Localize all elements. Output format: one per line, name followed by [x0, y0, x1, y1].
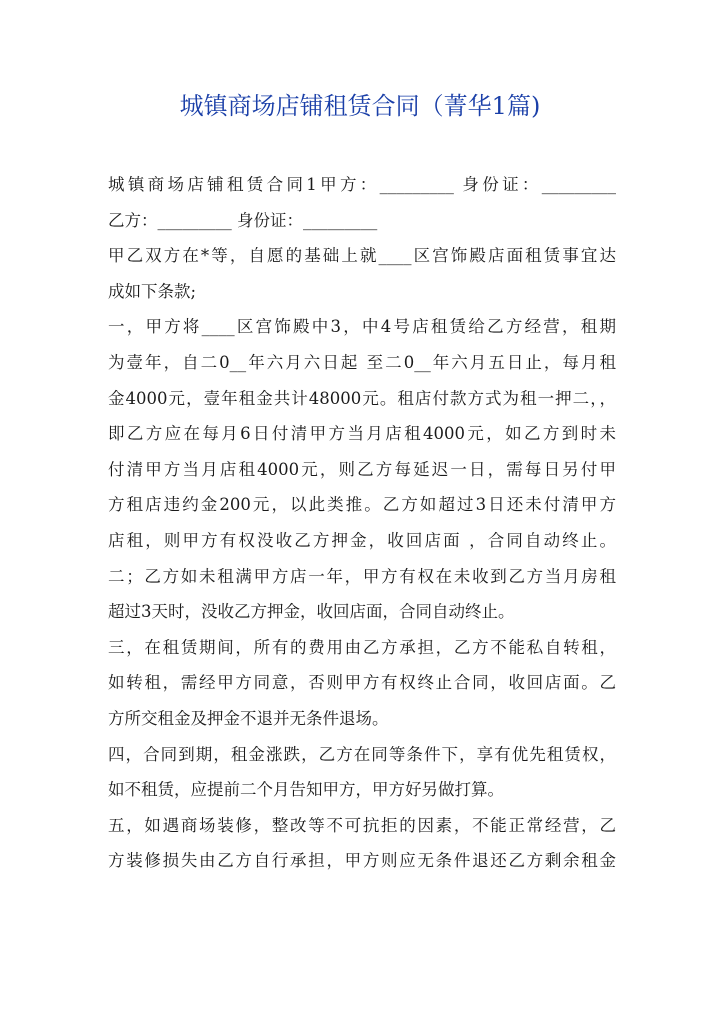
body-line: 方所交租金及押金不退并无条件退场。: [108, 708, 389, 728]
body-line: 方租店违约金200元，以此类推。乙方如超过3日还未付清甲方: [108, 495, 616, 515]
body-line: 店租，则甲方有权没收乙方押金，收回店面 ，合同自动终止。: [108, 530, 616, 550]
body-line: 二；乙方如未租满甲方店一年，甲方有权在未收到乙方当月房租: [108, 566, 616, 586]
body-line: 三，在租赁期间，所有的费用由乙方承担，乙方不能私自转租，: [108, 637, 616, 657]
document-body: [108, 167, 616, 879]
body-line: 城镇商场店铺租赁合同1甲方：_________ 身份证：_________: [108, 175, 616, 194]
body-line: 超过3天时，没收乙方押金，收回店面，合同自动终止。: [108, 602, 515, 622]
body-line: 甲乙双方在*等，自愿的基础上就____区宫饰殿店面租赁事宜达: [108, 246, 616, 266]
body-line: 如不租赁，应提前二个月告知甲方，甲方好另做打算。: [108, 780, 504, 800]
body-line: 金4000元，壹年租金共计48000元。租店付款方式为租一押二，，: [108, 388, 616, 408]
body-line: 成如下条款;: [108, 281, 197, 301]
document-title: 城镇商场店铺租赁合同（菁华1篇): [179, 92, 541, 120]
body-line: 方装修损失由乙方自行承担，甲方则应无条件退还乙方剩余租金: [108, 851, 616, 871]
body-line: 乙方：_________ 身份证：_________: [108, 210, 378, 230]
body-line: 五，如遇商场装修，整改等不可抗拒的因素，不能正常经营，乙: [108, 815, 616, 835]
body-line: 即乙方应在每月6日付清甲方当月店租4000元，如乙方到时未: [108, 424, 616, 444]
body-line: 付清甲方当月店租4000元，则乙方每延迟一日，需每日另付甲: [108, 459, 616, 479]
body-line: 如转租，需经甲方同意，否则甲方有权终止合同，收回店面。乙: [108, 673, 616, 693]
body-line: 为壹年，自二0__年六月六日起 至二0__年六月五日止，每月租: [108, 352, 616, 372]
body-line: 四，合同到期，租金涨跌，乙方在同等条件下，享有优先租赁权，: [108, 744, 616, 764]
body-line: 一，甲方将____区宫饰殿中3，中4号店租赁给乙方经营，租期: [108, 317, 616, 337]
